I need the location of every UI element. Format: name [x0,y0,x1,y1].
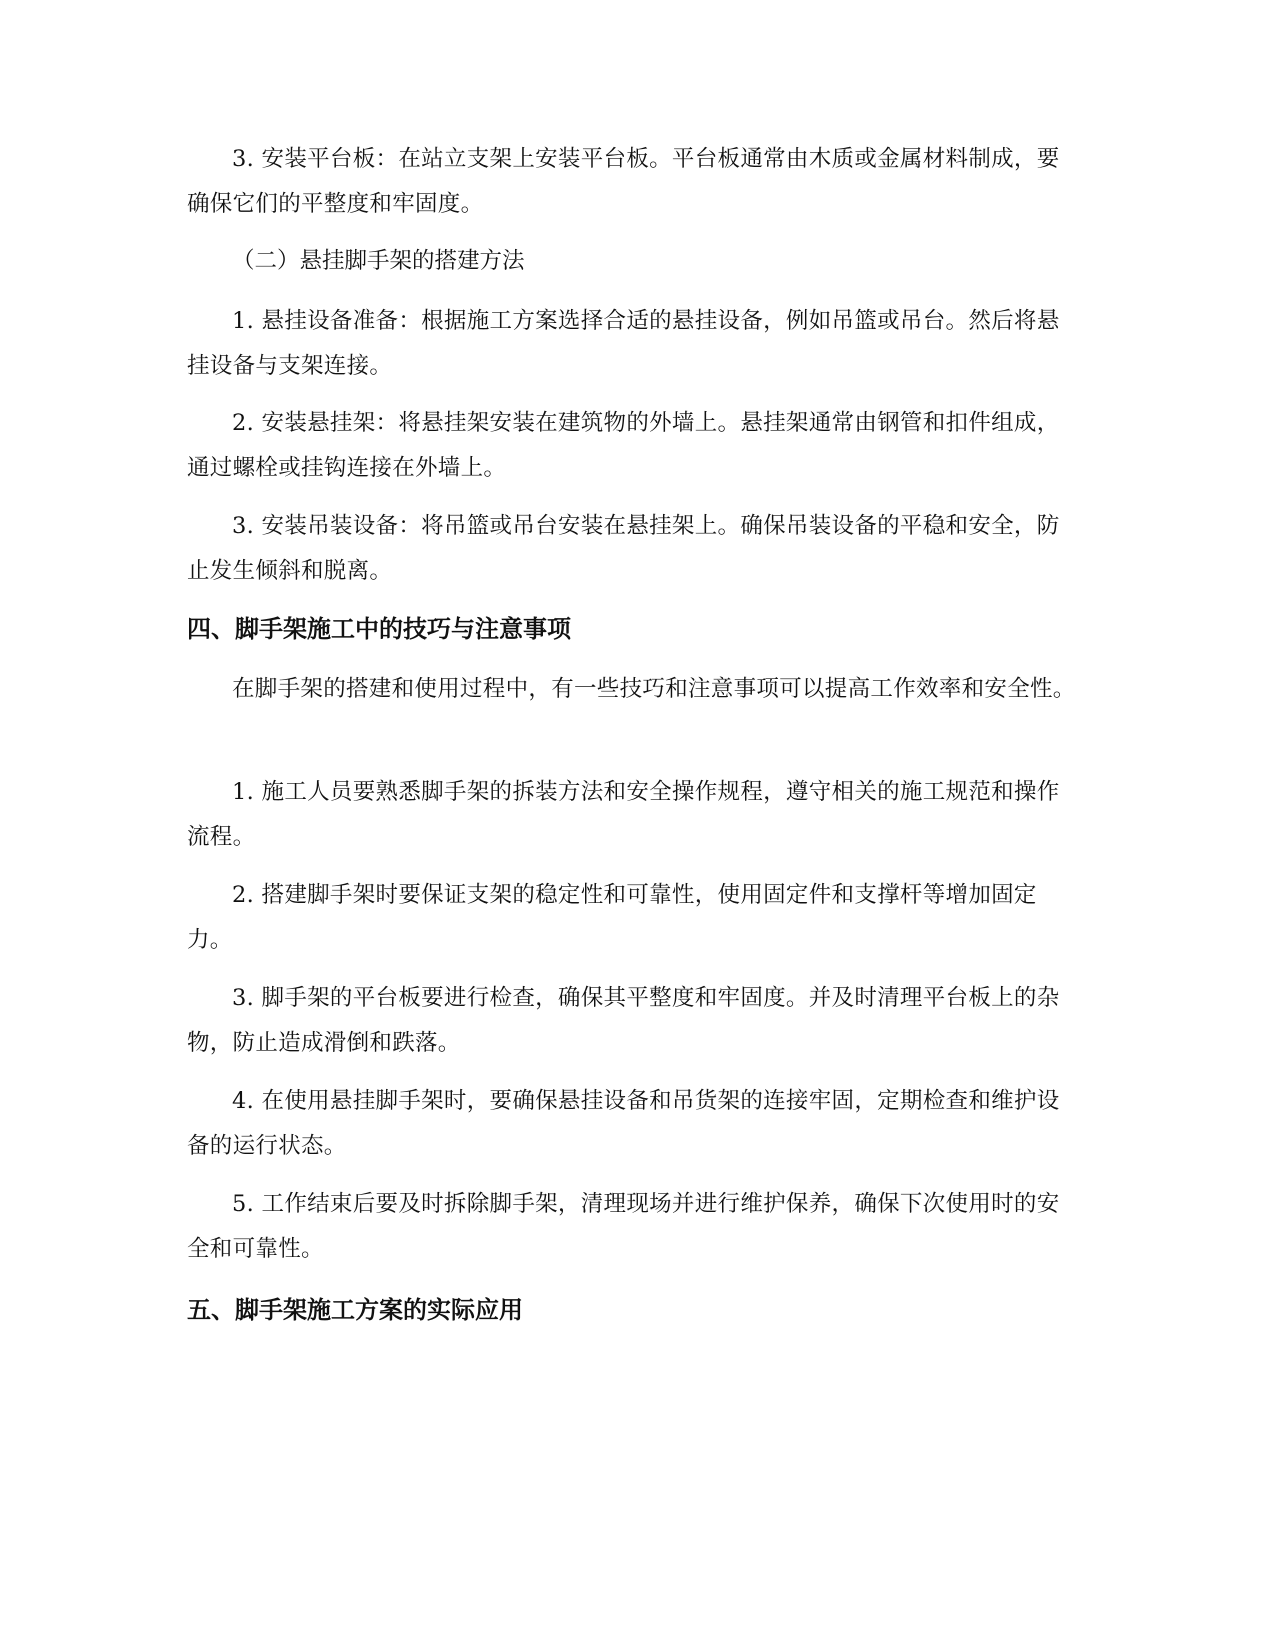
subheading-suspended-scaffold: （二）悬挂脚手架的搭建方法 [232,248,525,274]
paragraph-tip-3: 3. 脚手架的平台板要进行检查，确保其平整度和牢固度。并及时清理平台板上的杂物，防止造成滑倒和跌落。 [187,985,1060,1056]
paragraph-tip-4: 4. 在使用悬挂脚手架时，要确保悬挂设备和吊货架的连接牢固，定期检查和维护设备的运行状态。 [187,1088,1060,1159]
paragraph-tips-intro: 在脚手架的搭建和使用过程中，有一些技巧和注意事项可以提高工作效率和安全性。 [232,676,1076,702]
paragraph-tip-2: 2. 搭建脚手架时要保证支架的稳定性和可靠性，使用固定件和支撑杆等增加固定力。 [187,882,1037,953]
paragraph-install-platform-board: 3. 安装平台板：在站立支架上安装平台板。平台板通常由木质或金属材料制成，要确保它们的平整度和牢固度。 [187,146,1060,217]
paragraph-tip-1: 1. 施工人员要熟悉脚手架的拆装方法和安全操作规程，遵守相关的施工规范和操作流程。 [187,779,1060,850]
paragraph-suspension-equipment: 1. 悬挂设备准备：根据施工方案选择合适的悬挂设备，例如吊篮或吊台。然后将悬挂设备与支架连接。 [187,308,1060,379]
paragraph-tip-5: 5. 工作结束后要及时拆除脚手架，清理现场并进行维护保养，确保下次使用时的安全和可靠性。 [187,1191,1060,1262]
paragraph-install-lifting-equipment: 3. 安装吊装设备：将吊篮或吊台安装在悬挂架上。确保吊装设备的平稳和安全，防止发生倾斜和脱离。 [187,513,1060,584]
section-heading-5: 五、脚手架施工方案的实际应用 [187,1296,523,1324]
section-heading-4: 四、脚手架施工中的技巧与注意事项 [187,615,571,643]
paragraph-install-suspension-frame: 2. 安装悬挂架：将悬挂架安装在建筑物的外墙上。悬挂架通常由钢管和扣件组成，通过螺栓或挂钩连接在外墙上。 [187,410,1060,481]
